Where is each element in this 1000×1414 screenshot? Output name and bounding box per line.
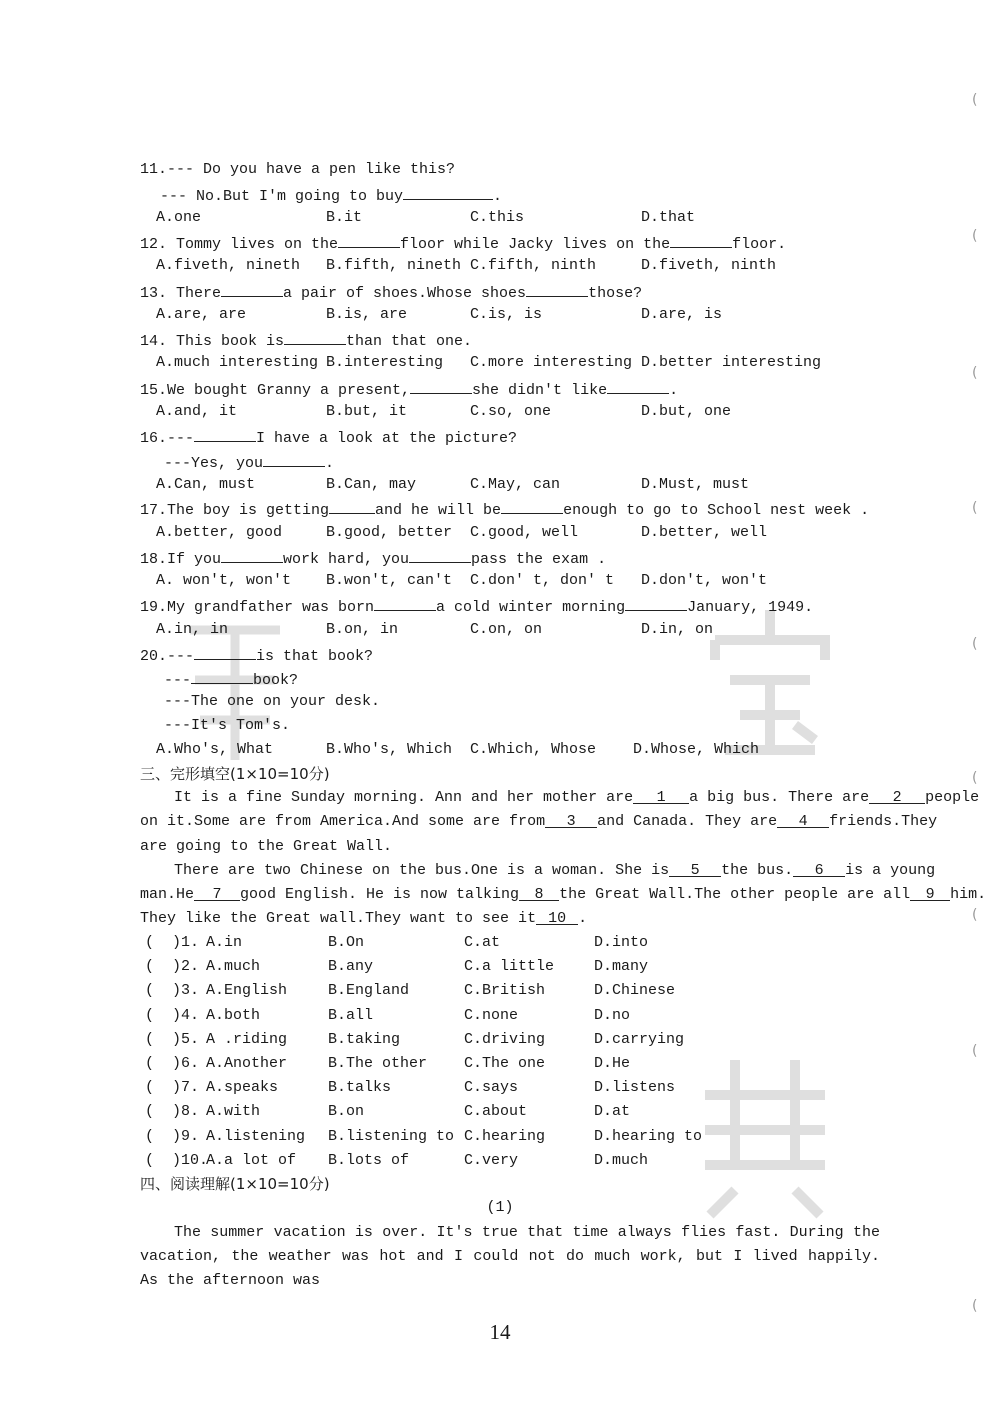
option-d: D.carrying [594, 1030, 685, 1048]
answer-blank[interactable] [194, 642, 256, 660]
cloze-blank-3[interactable]: 3 [545, 810, 597, 828]
answer-bracket[interactable]: ( [145, 1079, 155, 1097]
reading-section-title: 四、阅读理解(1×10=10分) [140, 1175, 330, 1193]
answer-bracket[interactable]: ( [145, 1127, 155, 1145]
option-d: D.but, one [641, 403, 732, 420]
binding-mark: ( [972, 907, 978, 923]
cloze-para1-line1: It is a fine Sunday morning. Ann and her mother are 1 a big bus. There are 2 people [0, 786, 1000, 810]
option-b: B.taking [328, 1030, 401, 1048]
option-c: C.about [464, 1103, 528, 1121]
cloze-item-number: )10. [172, 1151, 209, 1169]
option-d: D.listens [594, 1079, 676, 1097]
option-a: A.speaks [206, 1079, 279, 1097]
option-a: A.in, in [156, 621, 229, 638]
answer-bracket[interactable]: ( [145, 982, 155, 1000]
question-19-stem: 19.My grandfather was born a cold winter morning January, 1949. [0, 593, 1000, 617]
cloze-para1-line2: on it.Some are from America.And some are from 3 and Canada. They are 4 friends.They [0, 810, 1000, 834]
cloze-blank-5[interactable]: 5 [669, 859, 721, 877]
question-18-stem: 18.If you work hard, you pass the exam . [0, 545, 1000, 569]
cloze-para1-line3: are going to the Great Wall. [140, 838, 393, 855]
option-b: B.is, are [326, 306, 408, 323]
question-20-options [0, 738, 1000, 762]
cloze-item-number: )3. [172, 982, 200, 1000]
option-c: C.don' t, don' t [470, 572, 615, 589]
option-b: B.interesting [326, 354, 444, 371]
answer-blank[interactable] [625, 593, 687, 611]
option-c: C.very [464, 1151, 519, 1169]
answer-blank[interactable] [526, 279, 588, 297]
option-a: A.listening [206, 1127, 306, 1145]
option-c: C.a little [464, 958, 555, 976]
option-a: A.fiveth, nineth [156, 257, 301, 274]
option-a: A.better, good [156, 524, 283, 541]
question-16-response: ---Yes, you . [0, 449, 1000, 473]
option-c: C.good, well [470, 524, 579, 541]
option-b: B.talks [328, 1079, 392, 1097]
option-c: C.British [464, 982, 546, 1000]
answer-blank[interactable] [191, 666, 253, 684]
option-b: B.on, in [326, 621, 399, 638]
answer-blank[interactable] [221, 279, 283, 297]
cloze-para2-line1: There are two Chinese on the bus.One is a woman. She is 5 the bus. 6 is a young [0, 859, 1000, 883]
option-a: A.in [206, 934, 243, 951]
cloze-para2-line2: man.He 7 good English. He is now talking 8 the Great Wall.The other people are all 9 him. [0, 883, 1000, 907]
option-b: B.won't, can't [326, 572, 453, 589]
question-20-stem: 20.--- is that book? [0, 642, 1000, 666]
answer-blank[interactable] [284, 327, 346, 345]
option-d: D.Must, must [641, 476, 750, 493]
option-a: A.a lot of [206, 1151, 297, 1169]
question-20-line-2: --- book? [0, 666, 1000, 690]
answer-blank[interactable] [329, 496, 375, 514]
option-a: A.with [206, 1103, 261, 1121]
answer-blank[interactable] [501, 496, 563, 514]
cloze-item-row [0, 1100, 1000, 1124]
question-20-line-3: ---The one on your desk. [164, 693, 381, 710]
question-17-options [0, 521, 1000, 545]
question-14-options [0, 351, 1000, 375]
option-c: C.is, is [470, 306, 543, 323]
answer-blank[interactable] [403, 182, 493, 200]
reading-passage-number: (1) [486, 1199, 514, 1216]
answer-blank[interactable] [338, 230, 400, 248]
option-c: C.hearing [464, 1127, 546, 1145]
page-number: 14 [489, 1320, 511, 1344]
cloze-item-number: )8. [172, 1103, 200, 1121]
cloze-item-row [0, 931, 1000, 955]
binding-mark: ( [972, 770, 978, 786]
cloze-blank-10[interactable]: 10 [536, 907, 578, 925]
answer-blank[interactable] [194, 424, 256, 442]
cloze-blank-4[interactable]: 4 [777, 810, 829, 828]
option-d: D.are, is [641, 306, 723, 323]
option-c: C.says [464, 1079, 519, 1097]
cloze-item-number: )4. [172, 1006, 200, 1024]
answer-bracket[interactable]: ( [145, 1055, 155, 1072]
option-c: C.more interesting [470, 354, 633, 371]
question-12-options [0, 254, 1000, 278]
option-b: B.but, it [326, 403, 408, 420]
option-d: D.better interesting [641, 354, 822, 371]
option-b: B.all [328, 1006, 374, 1024]
question-11-options [0, 206, 1000, 230]
binding-mark: ( [972, 92, 978, 108]
option-c: C.none [464, 1006, 519, 1024]
cloze-section-title: 三、完形填空(1×10=10分) [140, 765, 330, 783]
answer-blank[interactable] [221, 545, 283, 563]
cloze-item-number: )1. [172, 934, 200, 951]
binding-mark: ( [972, 365, 978, 381]
option-c: C.so, one [470, 403, 552, 420]
option-d: D.Whose, Which [633, 741, 760, 758]
binding-mark: ( [972, 500, 978, 516]
option-a: A.both [206, 1006, 261, 1024]
cloze-item-number: )5. [172, 1030, 200, 1048]
option-d: D.many [594, 958, 649, 976]
reading-passage-text: The summer vacation is over. It's true that time always flies fast. During the vacation, the weather was hot and I could not do much work, but I lived happily. As the afternoon was [140, 1224, 880, 1290]
question-19-options [0, 618, 1000, 642]
cloze-item-row [0, 1076, 1000, 1100]
cloze-blank-1[interactable]: 1 [633, 786, 689, 804]
option-b: B.it [326, 209, 363, 226]
option-d: D.hearing to [594, 1127, 703, 1145]
option-a: A.Who's, What [156, 741, 274, 758]
option-d: D.at [594, 1103, 631, 1121]
cloze-para2-line3: They like the Great wall.They want to see it 10 . [0, 907, 1000, 931]
cloze-item-row [0, 1125, 1000, 1149]
answer-blank[interactable] [374, 593, 436, 611]
answer-bracket[interactable]: ( [145, 1103, 155, 1121]
question-18-options [0, 569, 1000, 593]
option-c: C.this [470, 209, 525, 226]
answer-blank[interactable] [263, 449, 325, 467]
cloze-item-row [0, 1149, 1000, 1173]
option-d: D.Chinese [594, 982, 676, 1000]
question-11-stem: 11.--- Do you have a pen like this? [140, 161, 456, 178]
option-b: B.any [328, 958, 374, 976]
answer-blank[interactable] [410, 376, 472, 394]
question-15-options [0, 400, 1000, 424]
option-a: A. won't, won't [156, 572, 292, 589]
answer-bracket[interactable]: ( [145, 934, 155, 951]
option-d: D.much [594, 1151, 649, 1169]
option-a: A.much [206, 958, 261, 976]
cloze-blank-2[interactable]: 2 [869, 786, 925, 804]
answer-bracket[interactable]: ( [145, 958, 155, 976]
option-a: A.much interesting [156, 354, 319, 371]
question-17-stem: 17.The boy is getting and he will be enough to go to School nest week . [0, 496, 1000, 520]
cloze-item-number: )9. [172, 1127, 200, 1145]
cloze-item-row [0, 979, 1000, 1003]
cloze-blank-7[interactable]: 7 [194, 883, 240, 901]
option-b: B.good, better [326, 524, 453, 541]
option-a: A.and, it [156, 403, 238, 420]
question-13-options [0, 303, 1000, 327]
answer-bracket[interactable]: ( [145, 1006, 155, 1024]
cloze-item-number: )6. [172, 1055, 200, 1072]
cloze-item-number: )2. [172, 958, 200, 976]
question-20-line-4: ---It's Tom's. [164, 717, 291, 734]
option-c: C.fifth, ninth [470, 257, 597, 274]
option-b: B.fifth, nineth [326, 257, 462, 274]
option-d: D.better, well [641, 524, 768, 541]
answer-blank[interactable] [607, 376, 669, 394]
question-13-stem: 13. There a pair of shoes.Whose shoes those? [0, 279, 1000, 303]
cloze-item-row [0, 1004, 1000, 1028]
binding-mark: ( [972, 1043, 978, 1059]
option-a: A.Can, must [156, 476, 256, 493]
binding-mark: ( [972, 636, 978, 652]
option-a: A.English [206, 982, 288, 1000]
option-b: B.Who's, Which [326, 741, 453, 758]
option-c: C.May, can [470, 476, 561, 493]
binding-mark: ( [972, 1298, 978, 1314]
option-a: A.Another [206, 1055, 288, 1072]
option-d: D.that [641, 209, 696, 226]
cloze-blank-9[interactable]: 9 [910, 883, 950, 901]
question-16-stem: 16.--- I have a look at the picture? [0, 424, 1000, 448]
option-c: C.at [464, 934, 501, 951]
cloze-blank-8[interactable]: 8 [519, 883, 559, 901]
option-c: C.Which, Whose [470, 741, 597, 758]
option-a: A.are, are [156, 306, 247, 323]
answer-bracket[interactable]: ( [145, 1030, 155, 1048]
cloze-item-row [0, 955, 1000, 979]
option-d: D.in, on [641, 621, 714, 638]
option-c: C.driving [464, 1030, 546, 1048]
option-b: B.On [328, 934, 365, 951]
question-11-response: --- No.But I'm going to buy . [0, 182, 1000, 206]
option-b: B.lots of [328, 1151, 410, 1169]
option-b: B.The other [328, 1055, 428, 1072]
option-b: B.Can, may [326, 476, 417, 493]
option-a: A.one [156, 209, 202, 226]
option-d: D.no [594, 1006, 631, 1024]
cloze-item-row [0, 1052, 1000, 1076]
option-d: D.into [594, 934, 649, 951]
answer-blank[interactable] [409, 545, 471, 563]
answer-blank[interactable] [670, 230, 732, 248]
cloze-blank-6[interactable]: 6 [793, 859, 845, 877]
question-14-stem: 14. This book is than that one. [0, 327, 1000, 351]
option-a: A .riding [206, 1030, 288, 1048]
cloze-item-number: )7. [172, 1079, 200, 1097]
question-12-stem: 12. Tommy lives on the floor while Jacky lives on the floor. [0, 230, 1000, 254]
option-b: B.on [328, 1103, 365, 1121]
answer-bracket[interactable]: ( [145, 1151, 155, 1169]
binding-mark: ( [972, 228, 978, 244]
option-d: D.don't, won't [641, 572, 768, 589]
option-c: C.on, on [470, 621, 543, 638]
option-c: C.The one [464, 1055, 546, 1072]
option-d: D.fiveth, ninth [641, 257, 777, 274]
question-15-stem: 15.We bought Granny a present, she didn't like . [0, 376, 1000, 400]
option-b: B.England [328, 982, 410, 1000]
option-d: D.He [594, 1055, 631, 1072]
option-b: B.listening to [328, 1127, 455, 1145]
question-16-options [0, 473, 1000, 497]
cloze-item-row [0, 1028, 1000, 1052]
